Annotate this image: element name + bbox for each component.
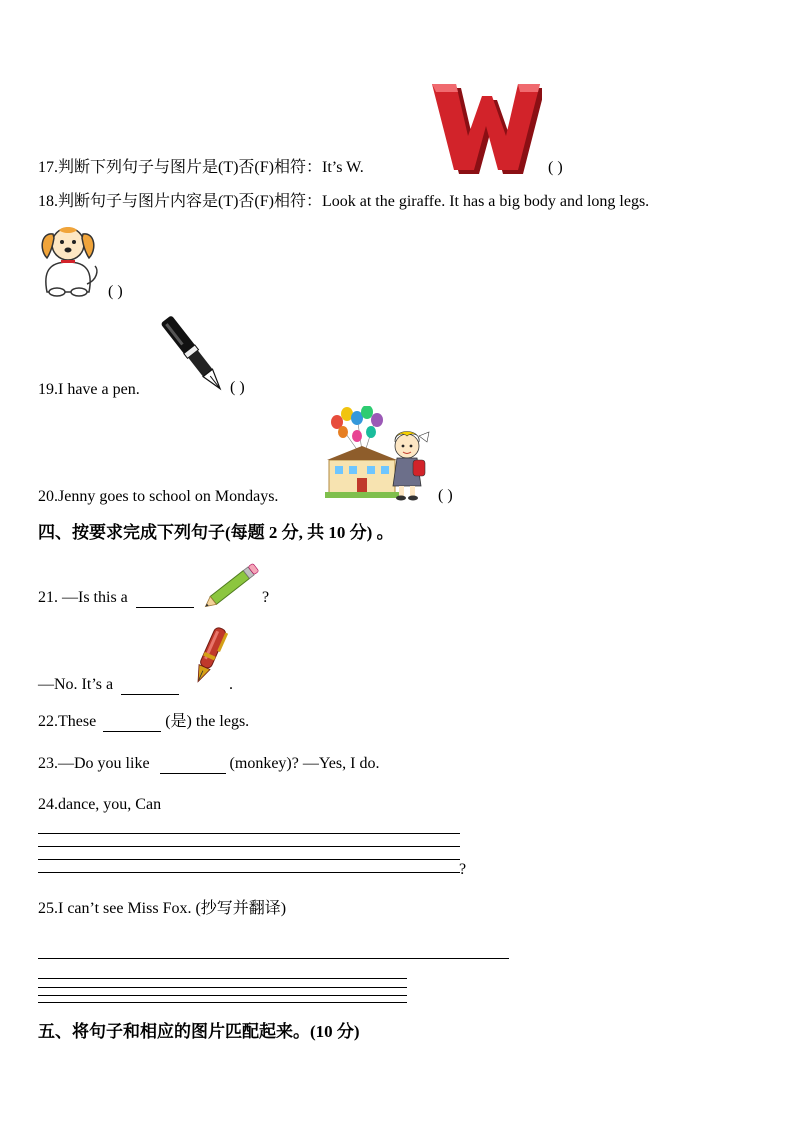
answer-line[interactable] xyxy=(38,846,460,847)
question-22 xyxy=(38,712,249,732)
question-24-end-mark: ? xyxy=(459,861,467,878)
question-21-blank-1[interactable] xyxy=(136,591,194,608)
question-21-line2-prefix: —No. It’s a xyxy=(38,676,114,693)
question-23-suffix: (monkey)? —Yes, I do. xyxy=(229,755,380,772)
question-21-line1-prefix: 21. —Is this a xyxy=(38,589,128,606)
answer-line[interactable] xyxy=(38,958,509,959)
pen-icon xyxy=(188,624,230,690)
question-20: 20.Jenny goes to school on Mondays. xyxy=(38,488,279,505)
question-21-line2 xyxy=(38,675,179,695)
question-23-blank[interactable] xyxy=(160,757,226,774)
question-22-prefix: 22.These xyxy=(38,713,97,730)
letter-w-3d-icon xyxy=(426,74,542,174)
section-4-heading: 四、按要求完成下列句子(每题 2 分, 共 10 分) 。 xyxy=(38,523,394,542)
question-20-answer-paren[interactable]: ( ) xyxy=(438,487,453,504)
answer-line[interactable] xyxy=(38,1002,407,1003)
answer-line[interactable] xyxy=(38,872,460,873)
section-5-heading: 五、将句子和相应的图片匹配起来。(10 分) xyxy=(38,1022,360,1041)
question-17-answer-paren[interactable]: ( ) xyxy=(548,159,563,176)
question-22-blank[interactable] xyxy=(103,715,161,732)
answer-line[interactable] xyxy=(38,978,407,979)
answer-line[interactable] xyxy=(38,987,407,988)
question-24: 24.dance, you, Can xyxy=(38,796,162,813)
question-25: 25.I can’t see Miss Fox. (抄写并翻译) xyxy=(38,900,287,917)
question-17-text: 17.判断下列句子与图片是(T)否(F)相符：It’s W. xyxy=(38,159,364,176)
answer-line[interactable] xyxy=(38,859,460,860)
answer-line[interactable] xyxy=(38,995,407,996)
question-17 xyxy=(38,158,364,178)
question-19: 19.I have a pen. xyxy=(38,381,140,398)
question-21-line1 xyxy=(38,588,194,608)
question-21-line1-suffix: ? xyxy=(262,589,270,606)
pencil-icon xyxy=(202,560,264,610)
puppy-icon xyxy=(37,222,99,298)
answer-line[interactable] xyxy=(38,833,460,834)
question-18-answer-paren[interactable]: ( ) xyxy=(108,283,123,300)
question-23-prefix: 23.—Do you like xyxy=(38,755,150,772)
fountain-pen-icon xyxy=(158,312,228,396)
question-21-blank-2[interactable] xyxy=(121,678,179,695)
question-21-line2-suffix: . xyxy=(229,676,233,693)
question-18: 18.判断句子与图片内容是(T)否(F)相符：Look at the giraffe. It has a big body and long legs. xyxy=(38,193,650,210)
question-22-suffix: (是) the legs. xyxy=(165,713,250,730)
question-19-answer-paren[interactable]: ( ) xyxy=(230,379,245,396)
girl-school-balloons-icon xyxy=(323,406,433,502)
question-23 xyxy=(38,754,379,774)
